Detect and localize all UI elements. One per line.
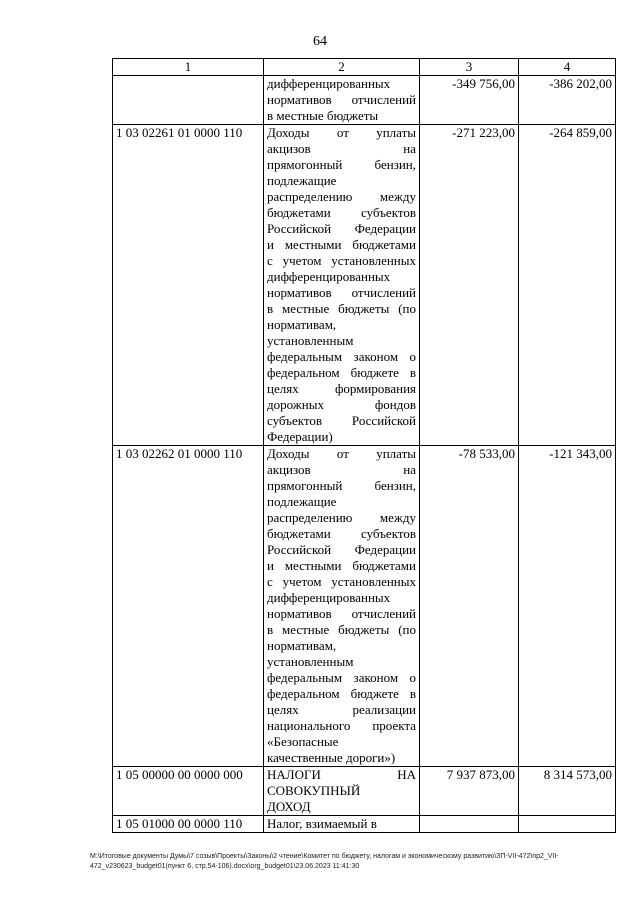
income-name-line: с учетом установленных — [267, 574, 416, 589]
income-name-line: субъектов Российской — [267, 413, 416, 428]
income-name-line: нормативам, — [267, 317, 337, 332]
column-header-2: 2 — [264, 59, 420, 76]
income-name-line: установленным — [267, 333, 354, 348]
footer-line-2: 472_v230623_budget01(пункт 6, стр.54-106).docx\org_budget01\23.06.2023 11:41:30 — [90, 863, 360, 870]
income-name-line: нормативов отчислений — [267, 606, 416, 621]
income-name — [264, 446, 420, 767]
income-name-line: дифференцированных — [267, 590, 391, 605]
amount-column-3: -78 533,00 — [420, 446, 519, 767]
footer-line-1: M:\Итоговые документы Думы\7 созыв\Проекты\Законы\2 чтение\Комитет по бюджету, налогам и экономическому развитию\ЗП-VII-472\пр2_VII- — [90, 853, 559, 860]
income-name-line: качественные дороги») — [267, 750, 396, 765]
amount-column-3: 7 937 873,00 — [420, 767, 519, 816]
income-name-line: НАЛОГИ НА — [267, 767, 416, 782]
income-name-line: целях реализации — [267, 702, 416, 717]
income-name-line: с учетом установленных — [267, 253, 416, 268]
income-name-line: национального проекта — [267, 718, 416, 733]
income-name-line: нормативам, — [267, 638, 337, 653]
income-name-line: подлежащие — [267, 173, 337, 188]
budget-classification-code: 1 03 02262 01 0000 110 — [113, 446, 264, 767]
table-row — [113, 446, 616, 767]
income-name-line: Федерации) — [267, 429, 333, 444]
amount-column-4: 8 314 573,00 — [519, 767, 616, 816]
column-header-1: 1 — [113, 59, 264, 76]
income-name-line: бюджетами субъектов — [267, 526, 416, 541]
income-name-line: федеральным законом о — [267, 670, 416, 685]
amount-column-3: -349 756,00 — [420, 76, 519, 125]
budget-classification-code: 1 05 01000 00 0000 110 — [113, 816, 264, 833]
income-name-line: целях формирования — [267, 381, 416, 396]
budget-table — [112, 58, 616, 833]
budget-classification-code: 1 05 00000 00 0000 000 — [113, 767, 264, 816]
income-name-line: нормативов отчислений — [267, 92, 416, 107]
income-name-line: в местные бюджеты (по — [267, 622, 416, 637]
income-name — [264, 125, 420, 446]
income-name-line: распределению между — [267, 189, 416, 204]
income-name-line: и местными бюджетами — [267, 558, 416, 573]
amount-column-3 — [420, 816, 519, 833]
income-name — [264, 767, 420, 816]
column-header-3: 3 — [420, 59, 519, 76]
amount-column-4 — [519, 816, 616, 833]
income-name-line: прямогонный бензин, — [267, 478, 416, 493]
income-name-line: акцизов на — [267, 141, 416, 156]
income-name — [264, 816, 420, 833]
income-name-line: федеральном бюджете в — [267, 686, 416, 701]
income-name-line: в местные бюджеты — [267, 108, 379, 123]
income-name-line: федеральным законом о — [267, 349, 416, 364]
table-row — [113, 125, 616, 446]
table-row — [113, 767, 616, 816]
income-name-line: дорожных фондов — [267, 397, 416, 412]
income-name-line: распределению между — [267, 510, 416, 525]
income-name-line: установленным — [267, 654, 354, 669]
table-row — [113, 76, 616, 125]
income-name-line: прямогонный бензин, — [267, 157, 416, 172]
income-name-line: ДОХОД — [267, 799, 311, 814]
amount-column-4: -264 859,00 — [519, 125, 616, 446]
budget-classification-code — [113, 76, 264, 125]
column-header-4: 4 — [519, 59, 616, 76]
amount-column-4: -121 343,00 — [519, 446, 616, 767]
income-name-line: СОВОКУПНЫЙ — [267, 783, 361, 798]
income-name-line: федеральном бюджете в — [267, 365, 416, 380]
amount-column-3: -271 223,00 — [420, 125, 519, 446]
income-name-line: дифференцированных — [267, 269, 391, 284]
income-name — [264, 76, 420, 125]
income-name-line: Доходы от уплаты — [267, 125, 416, 140]
income-name-line: подлежащие — [267, 494, 337, 509]
income-name-line: Налог, взимаемый в — [267, 816, 377, 831]
income-name-line: в местные бюджеты (по — [267, 301, 416, 316]
income-name-line: Российской Федерации — [267, 221, 416, 236]
table-row — [113, 816, 616, 833]
income-name-line: и местными бюджетами — [267, 237, 416, 252]
file-path-footer — [90, 852, 615, 872]
income-name-line: «Безопасные — [267, 734, 339, 749]
income-name-line: нормативов отчислений — [267, 285, 416, 300]
income-name-line: акцизов на — [267, 462, 416, 477]
table-header-row — [113, 59, 616, 76]
income-name-line: бюджетами субъектов — [267, 205, 416, 220]
page-number: 64 — [313, 34, 327, 49]
budget-classification-code: 1 03 02261 01 0000 110 — [113, 125, 264, 446]
income-name-line: дифференцированных — [267, 76, 391, 91]
amount-column-4: -386 202,00 — [519, 76, 616, 125]
income-name-line: Доходы от уплаты — [267, 446, 416, 461]
income-name-line: Российской Федерации — [267, 542, 416, 557]
